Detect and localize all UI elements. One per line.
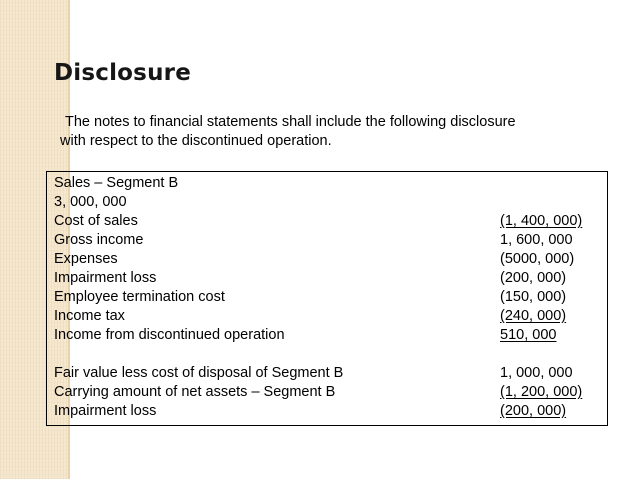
row-value: (1, 400, 000) bbox=[500, 213, 583, 229]
row-value: (150, 000) bbox=[500, 289, 567, 305]
table-row bbox=[54, 364, 599, 383]
table-row bbox=[54, 288, 599, 307]
table-row bbox=[54, 269, 599, 288]
row-value: 1, 600, 000 bbox=[500, 232, 573, 248]
row-label: Sales – Segment B bbox=[54, 175, 179, 191]
table-row bbox=[54, 212, 599, 231]
row-value: (1, 200, 000) bbox=[500, 384, 583, 400]
row-value: (240, 000) bbox=[500, 308, 567, 324]
row-value: (5000, 000) bbox=[500, 251, 575, 267]
table-row bbox=[54, 193, 599, 212]
row-value: (200, 000) bbox=[500, 270, 567, 286]
row-label: Fair value less cost of disposal of Segment B bbox=[54, 365, 344, 381]
intro-line-2: with respect to the discontinued operation. bbox=[60, 133, 332, 149]
row-value: 1, 000, 000 bbox=[500, 365, 573, 381]
table-row bbox=[54, 174, 599, 193]
row-label: Impairment loss bbox=[54, 270, 157, 286]
table-row bbox=[54, 231, 599, 250]
row-label: Income from discontinued operation bbox=[54, 327, 285, 343]
row-value: (200, 000) bbox=[500, 403, 567, 419]
row-label: Gross income bbox=[54, 232, 144, 248]
table-row bbox=[54, 402, 599, 421]
row-label: 3, 000, 000 bbox=[54, 194, 127, 210]
table-row bbox=[54, 383, 599, 402]
table-row bbox=[54, 250, 599, 269]
row-label: Cost of sales bbox=[54, 213, 138, 229]
row-label: Impairment loss bbox=[54, 403, 157, 419]
row-label: Employee termination cost bbox=[54, 289, 225, 305]
row-label: Expenses bbox=[54, 251, 118, 267]
table-row bbox=[54, 326, 599, 345]
row-value: 510, 000 bbox=[500, 327, 557, 343]
row-label: Income tax bbox=[54, 308, 125, 324]
intro-line-1: The notes to financial statements shall include the following disclosure bbox=[65, 114, 516, 130]
row-label: Carrying amount of net assets – Segment B bbox=[54, 384, 336, 400]
intro-paragraph bbox=[60, 113, 580, 151]
table-row bbox=[54, 307, 599, 326]
slide-title: Disclosure bbox=[54, 60, 191, 86]
